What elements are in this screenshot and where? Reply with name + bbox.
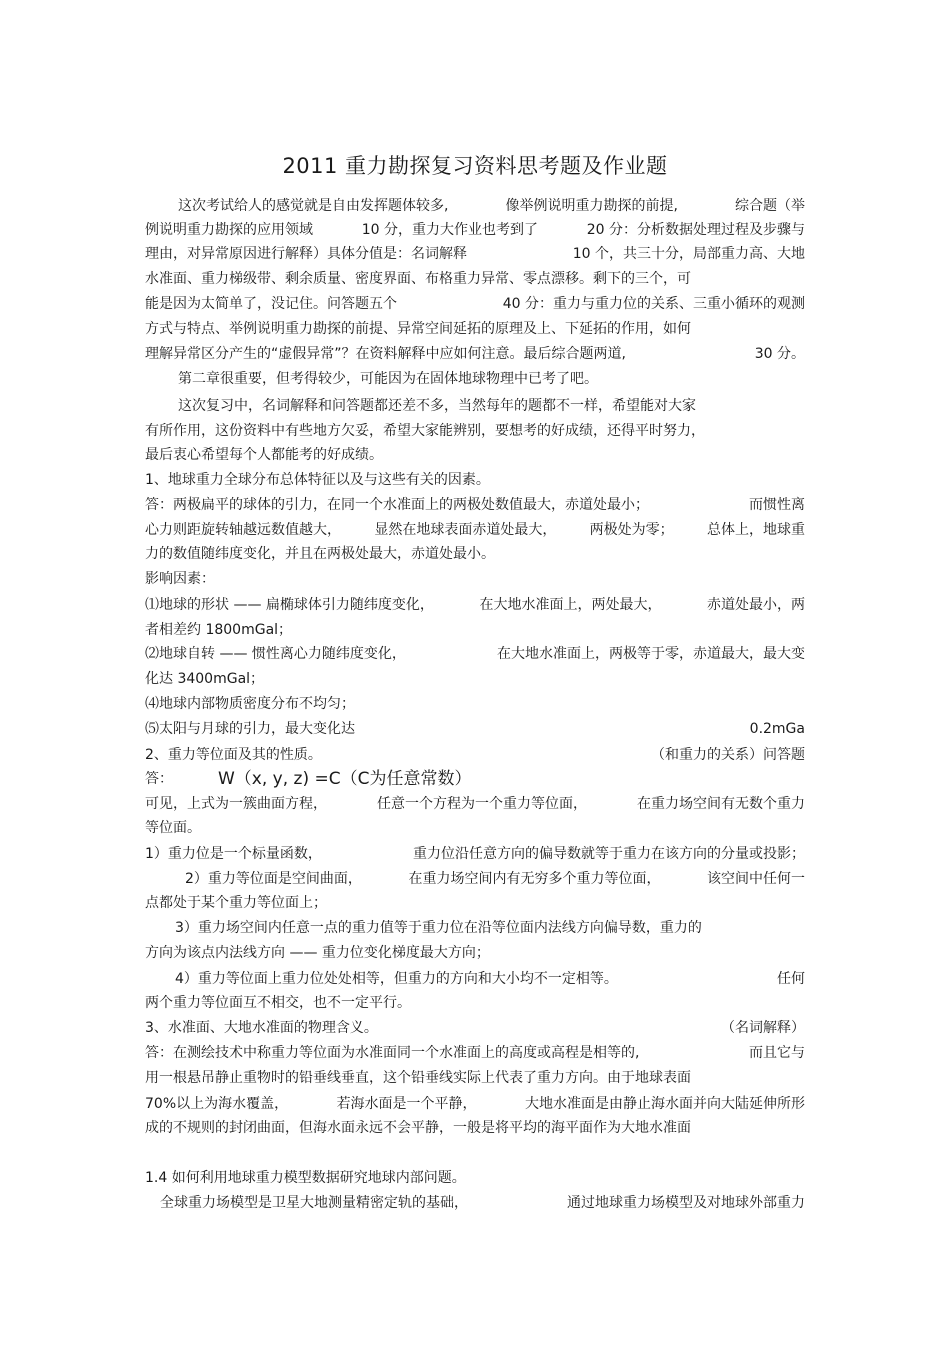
text-segment: 3、水准面、大地水准面的物理含义。	[145, 1020, 378, 1036]
text-segment: 等位面。	[145, 820, 201, 836]
text-segment: 两个重力等位面互不相交，也不一定平行。	[145, 995, 411, 1011]
text-line	[145, 318, 805, 340]
text-segment: 2、重力等位面及其的性质。	[145, 747, 322, 763]
text-line	[145, 494, 805, 516]
text-segment: 2）重力等位面是空间曲面，	[185, 871, 362, 887]
text-line	[145, 942, 805, 964]
text-line	[145, 668, 805, 690]
text-segment: 该空间中任何一	[706, 871, 805, 887]
text-line	[178, 195, 805, 217]
text-line	[145, 1117, 805, 1139]
text-segment: 1）重力位是一个标量函数，	[145, 846, 322, 862]
text-line	[145, 768, 805, 790]
text-line	[145, 992, 805, 1014]
text-line	[145, 543, 805, 565]
text-line	[185, 868, 805, 890]
text-segment: 20 分：分析数据处理过程及步骤与	[586, 222, 805, 238]
text-segment: 0.2mGa	[749, 721, 805, 737]
text-segment: 这次复习中，名词解释和问答题都还差不多，当然每年的题都不一样，希望能对大家	[178, 398, 696, 414]
text-segment: （名词解释）	[721, 1020, 805, 1036]
text-segment: 答：	[145, 771, 173, 787]
text-segment: 力的数值随纬度变化，并且在两极处最大，赤道处最小。	[145, 546, 495, 562]
text-segment: 水准面、重力梯级带、剩余质量、密度界面、布格重力异常、零点漂移。剩下的三个，可	[145, 271, 691, 287]
text-segment: 在大地水准面上，两处最大，	[479, 597, 662, 613]
text-segment: 第二章很重要，但考得较少，可能因为在固体地球物理中已考了吧。	[178, 371, 598, 387]
text-line	[178, 395, 805, 417]
text-line	[145, 1067, 805, 1089]
text-segment: 大地水准面是由静止海水面并向大陆延伸所形	[525, 1096, 805, 1112]
text-line	[145, 268, 805, 290]
text-segment: 者相差约 1800mGal；	[145, 622, 293, 638]
text-line	[145, 243, 805, 265]
text-segment: ⑵地球自转 —— 惯性离心力随纬度变化，	[145, 646, 406, 662]
text-segment: 有所作用，这份资料中有些地方欠妥，希望大家能辨别，要想考的好成绩，还得平时努力，	[145, 423, 705, 439]
text-segment: 在大地水准面上，两极等于零，赤道最大，最大变	[497, 646, 805, 662]
text-line	[145, 219, 805, 241]
text-segment: 10 分，重力大作业也考到了	[361, 222, 538, 238]
text-segment: 心力则距旋转轴越远数值越大，	[145, 522, 341, 538]
text-segment: 4）重力等位面上重力位处处相等，但重力的方向和大小均不一定相等。	[175, 971, 618, 987]
text-segment: 用一根悬吊静止重物时的铅垂线垂直，这个铅垂线实际上代表了重力方向。由于地球表面	[145, 1070, 691, 1086]
text-segment: 方向为该点内法线方向 —— 重力位变化梯度最大方向；	[145, 945, 490, 961]
text-segment: ⑸太阳与月球的引力，最大变化达	[145, 721, 355, 737]
text-segment: 这次考试给人的感觉就是自由发挥题体较多,	[178, 198, 449, 214]
text-segment: 能是因为太简单了，没记住。问答题五个	[145, 296, 397, 312]
text-segment: 点都处于某个重力等位面上；	[145, 895, 327, 911]
text-segment: W（x, y, z) =C（C为任意常数）	[218, 769, 472, 789]
text-segment: 最后衷心希望每个人都能考的好成绩。	[145, 447, 383, 463]
text-line	[145, 744, 805, 766]
text-segment: 30 分。	[754, 346, 805, 362]
document-title: 2011 重力勘探复习资料思考题及作业题	[282, 154, 668, 178]
text-segment: 而惯性离	[749, 497, 805, 513]
text-segment: 综合题（举	[735, 198, 805, 214]
text-segment: 任意一个方程为一个重力等位面，	[377, 796, 587, 812]
text-line	[145, 444, 805, 466]
text-segment: 3）重力场空间内任意一点的重力值等于重力位在沿等位面内法线方向偏导数，重力的	[175, 920, 702, 936]
text-segment: 赤道处最小，两	[707, 597, 805, 613]
text-line	[145, 718, 805, 740]
text-segment: ⑴地球的形状 —— 扁椭球体引力随纬度变化，	[145, 597, 434, 613]
text-line	[145, 793, 805, 815]
text-segment: 影响因素：	[145, 571, 215, 587]
text-segment: 全球重力场模型是卫星大地测量精密定轨的基础，	[160, 1195, 468, 1211]
text-line	[175, 968, 805, 990]
text-segment: 通过地球重力场模型及对地球外部重力	[567, 1195, 805, 1211]
text-line	[145, 1017, 805, 1039]
text-segment: 重力位沿任意方向的偏导数就等于重力在该方向的分量或投影；	[413, 846, 805, 862]
text-segment: 70%以上为海水覆盖，	[145, 1096, 289, 1112]
text-line	[178, 368, 805, 390]
text-segment: 答：两极扁平的球体的引力，在同一个水准面上的两极处数值最大，赤道处最小；	[145, 497, 649, 513]
text-line	[145, 343, 805, 365]
text-segment: 化达 3400mGal；	[145, 671, 265, 687]
text-line	[145, 420, 805, 442]
text-line	[145, 594, 805, 616]
text-segment: 理解异常区分产生的“虚假异常”？在资料解释中应如何注意。最后综合题两道,	[145, 346, 626, 362]
text-line	[145, 469, 805, 491]
text-segment: 40 分：重力与重力位的关系、三重小循环的观测	[502, 296, 805, 312]
text-segment: 答：在测绘技术中称重力等位面为水准面同一个水准面上的高度或高程是相等的,	[145, 1045, 640, 1061]
text-segment: 显然在地球表面赤道处最大，	[374, 522, 557, 538]
text-line	[145, 643, 805, 665]
text-segment: 可见，上式为一簇曲面方程，	[145, 796, 327, 812]
text-line	[145, 519, 805, 541]
text-line	[145, 1042, 805, 1064]
text-segment: 例说明重力勘探的应用领域	[145, 222, 313, 238]
text-line	[145, 568, 805, 590]
text-segment: 而且它与	[749, 1045, 805, 1061]
text-segment: 10 个，共三十分，局部重力高、大地	[572, 246, 805, 262]
text-segment: 理由，对异常原因进行解释）具体分值是：名词解释	[145, 246, 467, 262]
text-segment: 在重力场空间内有无穷多个重力等位面，	[408, 871, 661, 887]
text-line	[175, 917, 805, 939]
text-segment: 成的不规则的封闭曲面，但海水面永远不会平静，一般是将平均的海平面作为大地水准面	[145, 1120, 691, 1136]
text-segment: 在重力场空间有无数个重力	[637, 796, 805, 812]
text-line	[145, 1093, 805, 1115]
text-line	[145, 293, 805, 315]
text-segment: 像举例说明重力勘探的前提,	[505, 198, 678, 214]
text-segment: 1.4 如何利用地球重力模型数据研究地球内部问题。	[145, 1170, 466, 1186]
text-segment: 两极处为零；	[589, 522, 674, 538]
text-line	[145, 892, 805, 914]
text-line	[145, 1167, 805, 1189]
text-segment: 方式与特点、举例说明重力勘探的前提、异常空间延拓的原理及上、下延拓的作用，如何	[145, 321, 691, 337]
text-segment: 若海水面是一个平静，	[336, 1096, 477, 1112]
text-segment: 总体上，地球重	[706, 522, 805, 538]
text-line	[145, 843, 805, 865]
text-segment: （和重力的关系）问答题	[651, 747, 805, 763]
text-segment: 任何	[777, 971, 805, 987]
text-segment: 1、地球重力全球分布总体特征以及与这些有关的因素。	[145, 472, 490, 488]
text-line	[145, 817, 805, 839]
text-line	[145, 693, 805, 715]
text-line	[160, 1192, 805, 1214]
text-line	[145, 619, 805, 641]
text-segment: ⑷地球内部物质密度分布不均匀；	[145, 696, 355, 712]
